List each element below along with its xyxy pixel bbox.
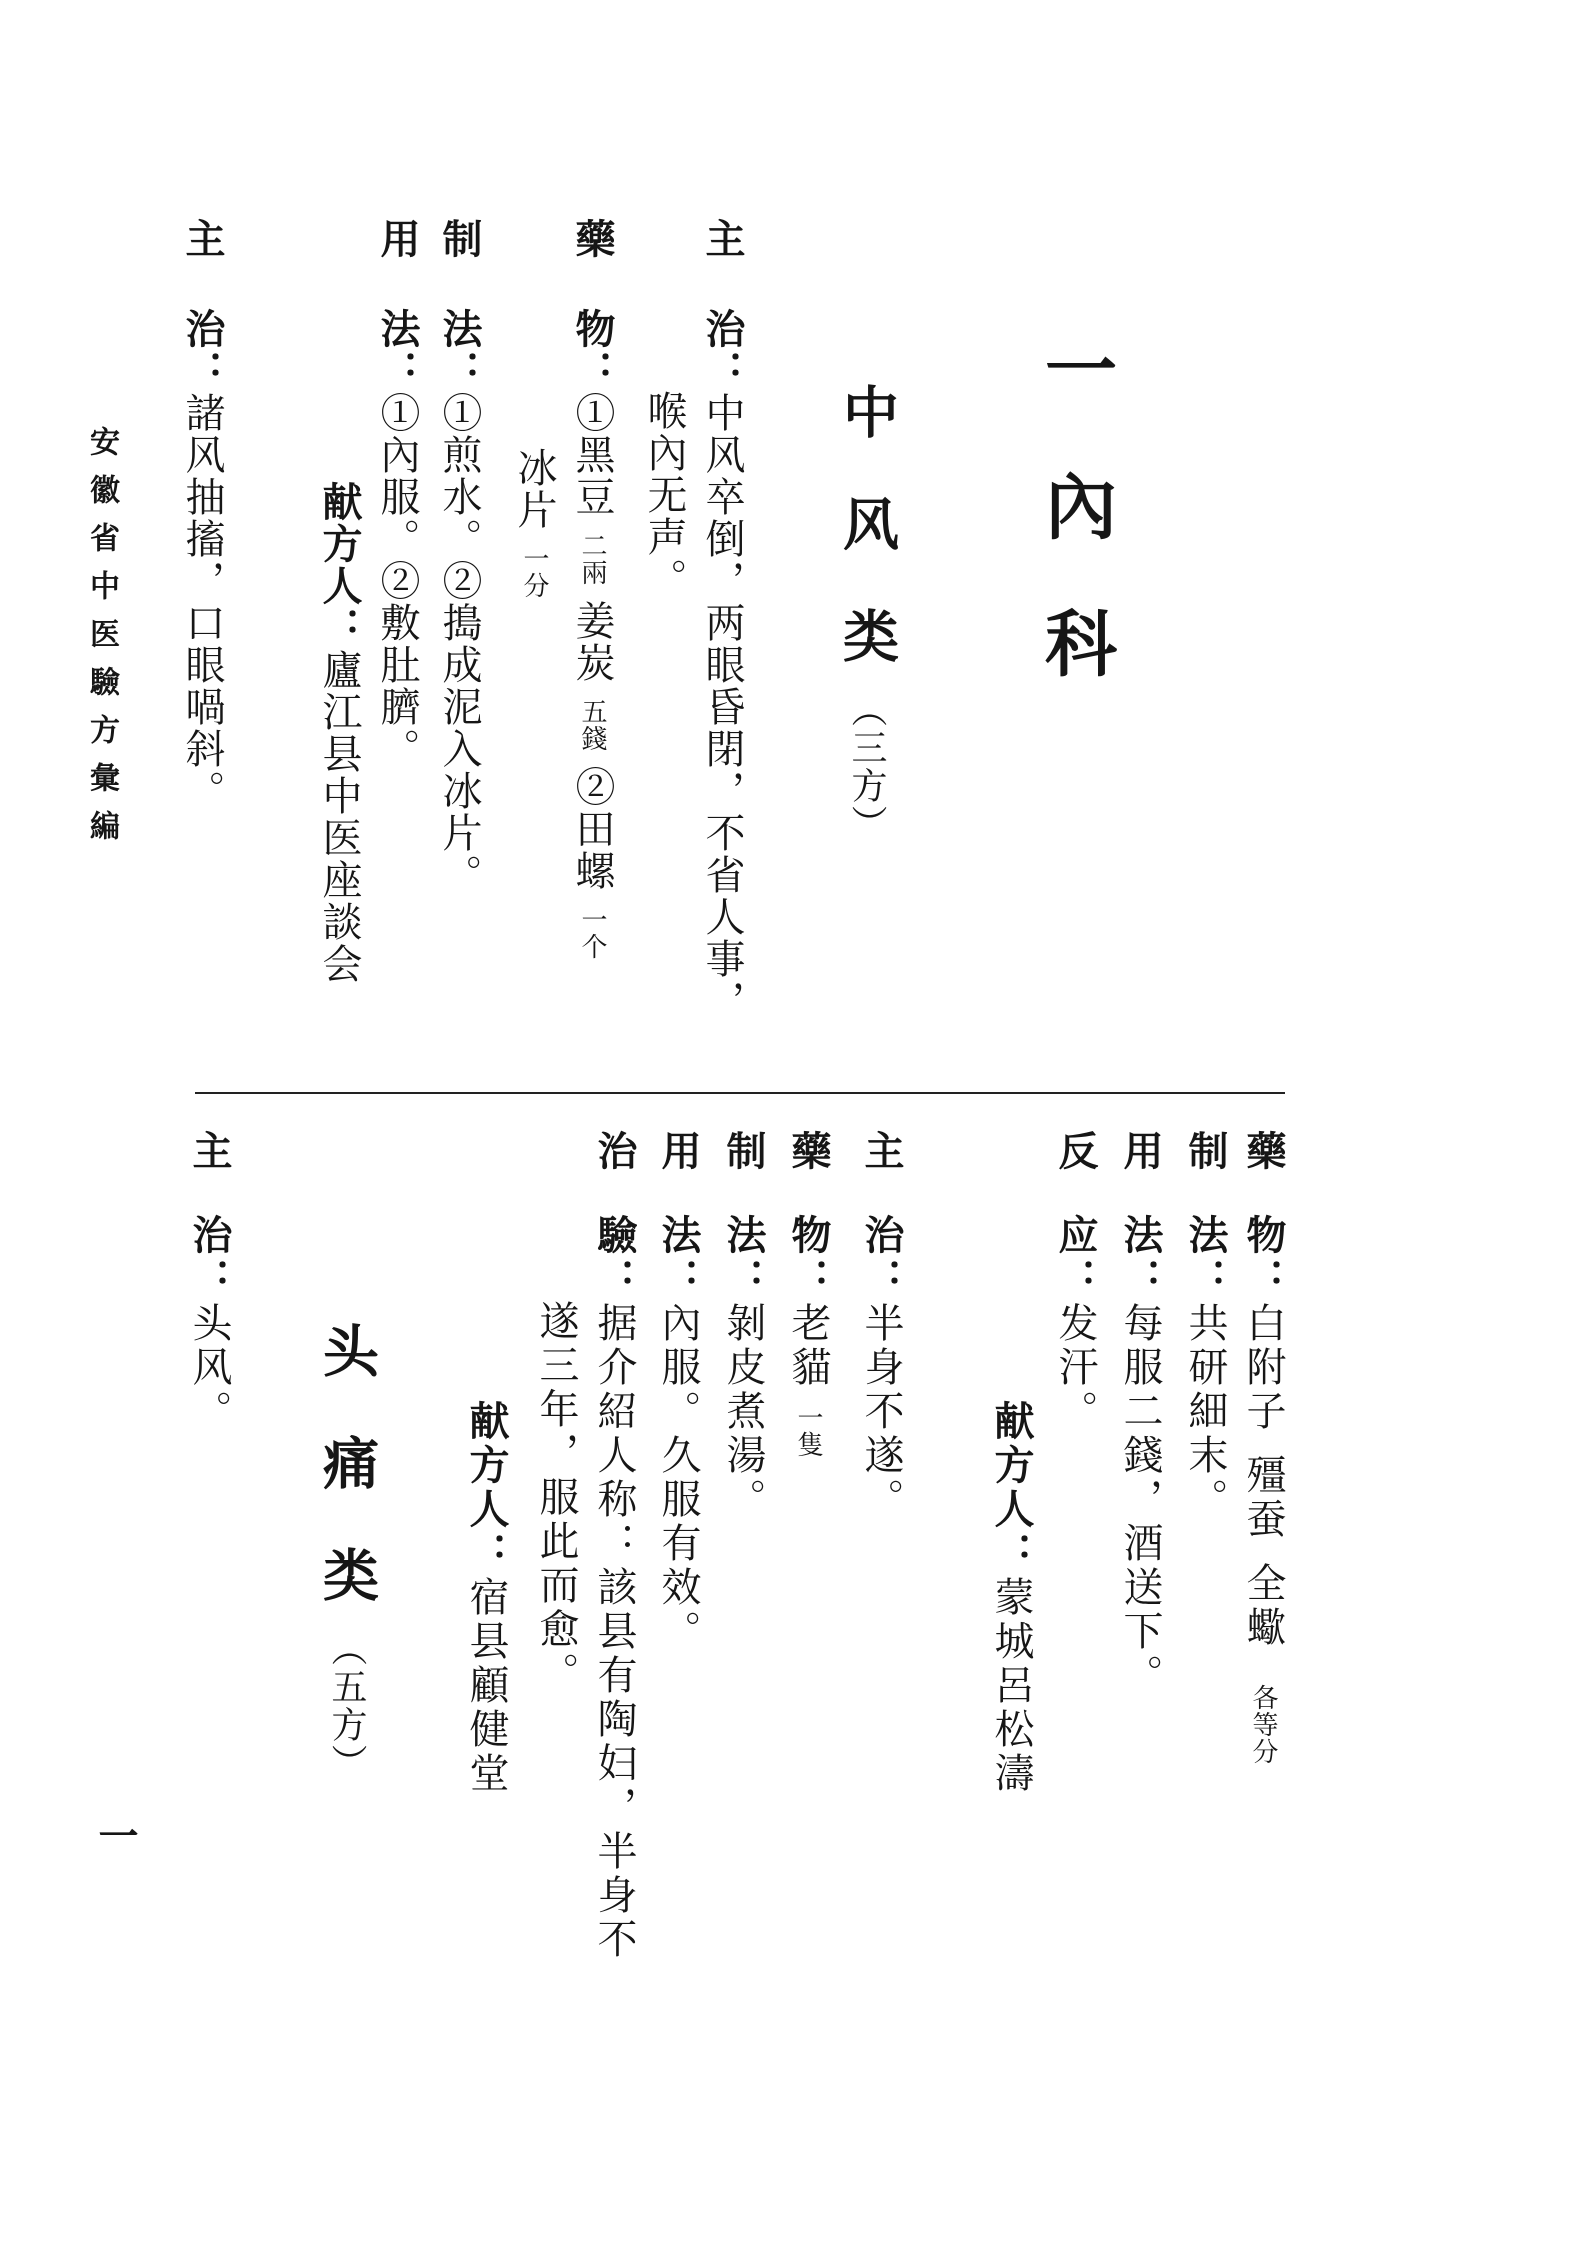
field-text: ①煎水。②搗成泥入冰片。	[436, 392, 482, 896]
field-label: 用法：	[1117, 1130, 1163, 1302]
category-count: （三方）	[846, 691, 887, 843]
usage-entry	[373, 218, 421, 770]
ingredients-continuation	[510, 447, 558, 613]
field-label: 献方人：	[988, 1400, 1034, 1576]
field-text: 中风卒倒，两眼昏閉，不省人事，	[699, 392, 745, 1022]
label-first-char: 用	[374, 218, 420, 308]
dose-annotation: 二兩	[577, 532, 607, 586]
field-label: 制法：	[436, 218, 482, 392]
field-text: 据介紹人称：該县有陶妇，半身不	[591, 1302, 637, 1962]
category-count: （五方）	[326, 1630, 367, 1782]
ingredients-entry	[784, 1130, 832, 1472]
field-text: 头风。	[186, 1302, 232, 1434]
field-label: 藥物：	[569, 218, 615, 392]
field-label: 主治：	[858, 1130, 904, 1302]
field-text: 蒙城呂松濤	[988, 1576, 1034, 1796]
category-name: 中风类	[834, 383, 899, 719]
contributor-entry	[462, 1400, 510, 1796]
ingredient-name: 冰片	[511, 447, 557, 531]
label-first-char: 用	[1117, 1130, 1163, 1214]
dose-annotation: 一分	[519, 545, 549, 599]
field-label: 主治：	[186, 1130, 232, 1302]
running-header: 安徽省中医驗方彙編	[84, 426, 119, 858]
field-label: 用法：	[374, 218, 420, 392]
indication-entry	[185, 1130, 233, 1434]
label-first-char: 主	[858, 1130, 904, 1214]
ingredient-name: ②田螺	[569, 766, 615, 892]
field-label: 献方人：	[463, 1400, 509, 1576]
dose-annotation: 五錢	[577, 698, 607, 752]
section-divider	[195, 1092, 1285, 1094]
case-report-continuation	[532, 1300, 580, 1696]
field-text: ①內服。②敷肚臍。	[374, 392, 420, 770]
ingredient-name: 姜炭	[569, 600, 615, 684]
category-heading	[834, 383, 898, 843]
field-label: 用法：	[655, 1130, 701, 1302]
dose-annotation: 一隻	[793, 1404, 823, 1458]
preparation-entry	[1181, 1130, 1229, 1522]
field-text: 半身不遂。	[858, 1302, 904, 1522]
label-first-char: 制	[436, 218, 482, 308]
indication-entry	[857, 1130, 905, 1522]
label-first-char: 藥	[1240, 1130, 1286, 1214]
ingredient-name: 白附子	[1240, 1302, 1286, 1434]
field-label: 制法：	[720, 1130, 766, 1302]
field-label: 献方人：	[316, 481, 362, 649]
contributor-entry	[315, 481, 363, 985]
indication-continuation	[640, 390, 688, 600]
field-label: 制法：	[1182, 1130, 1228, 1302]
ingredient-name: ①黑豆	[569, 392, 615, 518]
label-first-char: 主	[179, 218, 225, 308]
ingredients-entry	[1239, 1130, 1287, 1779]
reaction-entry	[1051, 1130, 1099, 1434]
field-text: 遂三年，服此而愈。	[533, 1300, 579, 1696]
category-name: 头痛类	[314, 1322, 379, 1658]
field-label: 主治：	[699, 218, 745, 392]
field-label: 反应：	[1052, 1130, 1098, 1302]
field-text: 喉內无声。	[641, 390, 687, 600]
indication-entry	[698, 218, 746, 1022]
ingredient-name: 殭蚕	[1240, 1454, 1286, 1542]
label-first-char: 制	[1182, 1130, 1228, 1214]
field-text: 廬江县中医座談会	[316, 649, 362, 985]
case-report-entry	[590, 1130, 638, 1962]
dose-annotation: 各等分	[1248, 1684, 1278, 1765]
field-text: 共研細末。	[1182, 1302, 1228, 1522]
ingredient-name: 全蠍	[1240, 1562, 1286, 1650]
label-first-char: 治	[591, 1130, 637, 1214]
field-label: 藥物：	[785, 1130, 831, 1302]
field-label: 藥物：	[1240, 1130, 1286, 1302]
ingredients-entry	[568, 218, 616, 974]
label-first-char: 主	[699, 218, 745, 308]
field-label: 主治：	[179, 218, 225, 392]
label-first-char: 藥	[569, 218, 615, 308]
category-heading	[314, 1322, 378, 1782]
field-text: 剝皮煮湯。	[720, 1302, 766, 1522]
label-first-char: 藥	[785, 1130, 831, 1214]
field-text: 諸风抽搐，口眼喎斜。	[179, 392, 225, 812]
usage-entry	[1116, 1130, 1164, 1698]
field-text: 发汗。	[1052, 1302, 1098, 1434]
contributor-entry	[987, 1400, 1035, 1796]
preparation-entry	[435, 218, 483, 896]
ingredient-name: 老貓	[785, 1302, 831, 1390]
label-first-char: 主	[186, 1130, 232, 1214]
field-text: 宿县顧健堂	[463, 1576, 509, 1796]
label-first-char: 用	[655, 1130, 701, 1214]
page-number: 一	[92, 1815, 138, 1855]
section-title: 一內科	[1033, 332, 1117, 743]
label-first-char: 反	[1052, 1130, 1098, 1214]
label-first-char: 制	[720, 1130, 766, 1214]
indication-entry	[178, 218, 226, 812]
field-text: 內服。久服有效。	[655, 1302, 701, 1654]
dose-annotation: 一个	[577, 906, 607, 960]
field-text: 每服二錢，酒送下。	[1117, 1302, 1163, 1698]
field-label: 治驗：	[591, 1130, 637, 1302]
usage-entry	[654, 1130, 702, 1654]
preparation-entry	[719, 1130, 767, 1522]
